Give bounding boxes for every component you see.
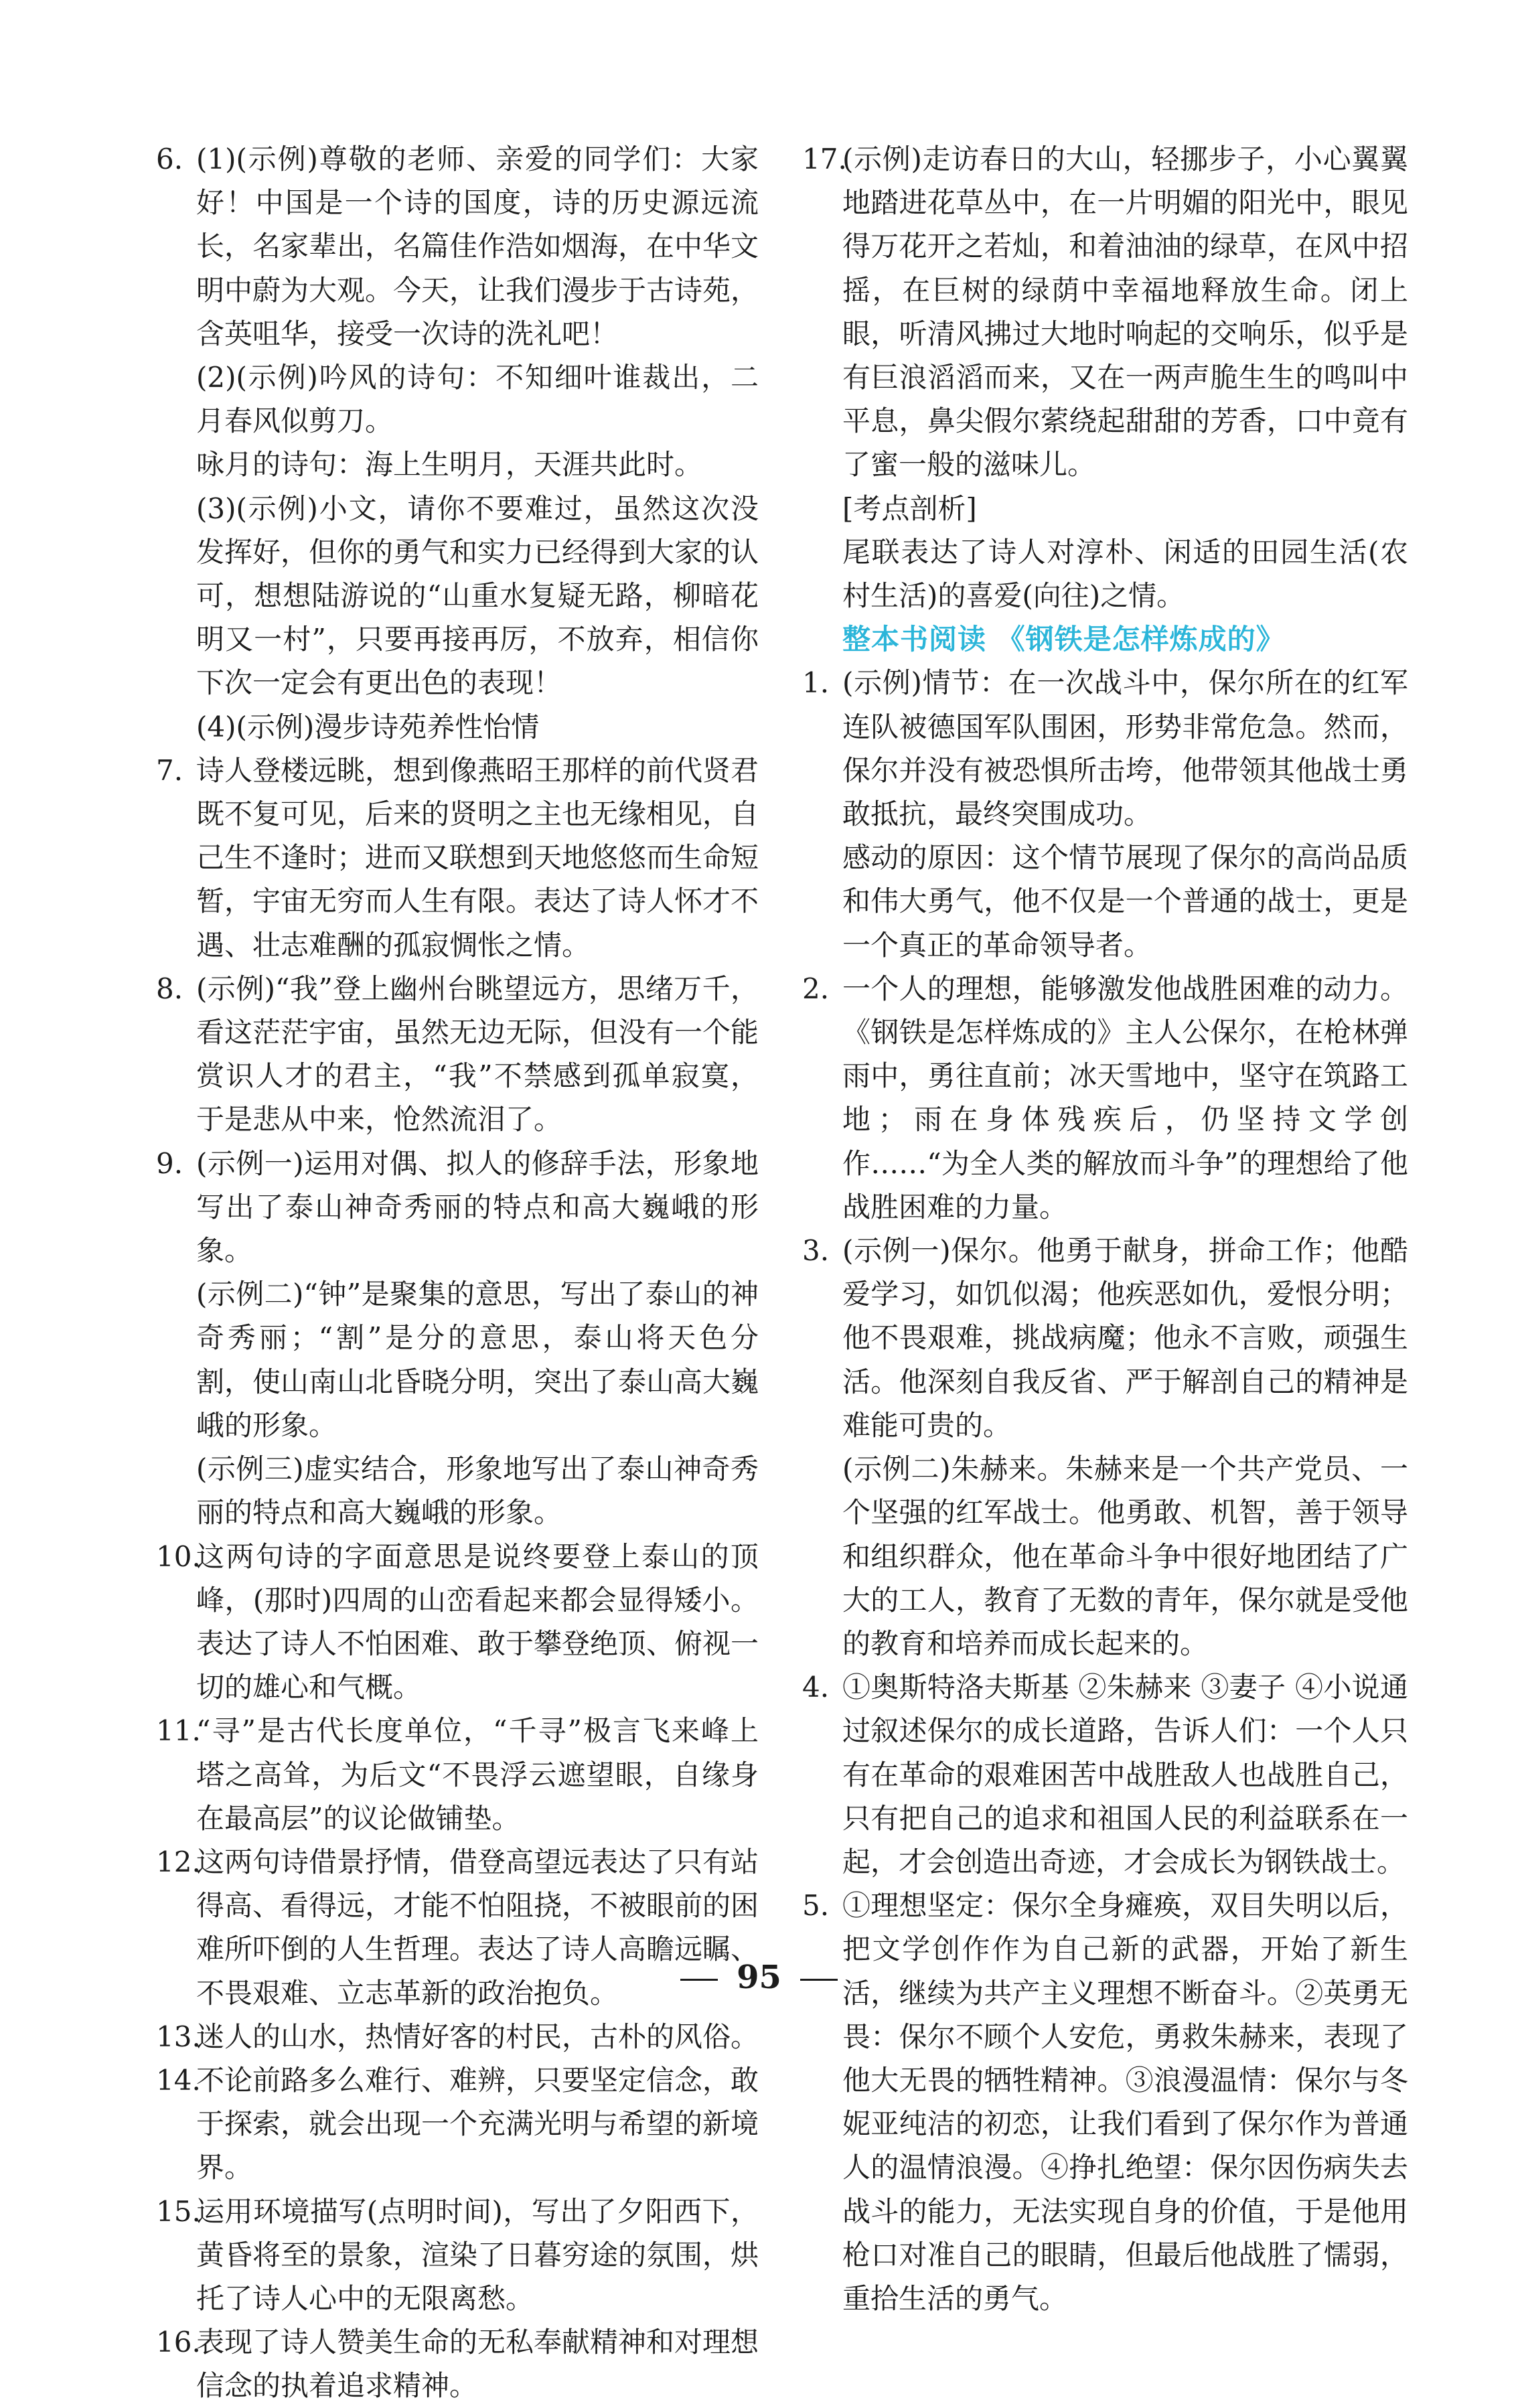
item-number: 15.: [156, 2194, 201, 2228]
answer-item-13: [156, 2015, 759, 2058]
answer-item-15: [156, 2190, 759, 2321]
item-number: 4.: [802, 1671, 830, 1704]
item-paragraph: (2)(示例)吟风的诗句：不知细叶谁裁出，二月春风似剪刀。: [196, 361, 759, 438]
item-paragraph: (示例)“我”登上幽州台眺望远方，思绪万千，看这茫茫宇宙，虽然无边无际，但没有一个能赏识人才的君主，“我”不禁感到孤单寂寞，于是悲从中来，怆然流泪了。: [196, 972, 759, 1136]
item-paragraph: (示例)情节：在一次战斗中，保尔所在的红军连队被德国军队围困，形势非常危急。然而，保尔并没有被恐惧所击垮，他带领其他战士勇敢抵抗，最终突围成功。: [842, 666, 1408, 831]
item-paragraph: 这两句诗借景抒情，借登高望远表达了只有站得高、看得远，才能不怕阻挠，不被眼前的困难所吓倒的人生哲理。表达了诗人高瞻远瞩、不畏艰难、立志革新的政治抱负。: [196, 1845, 759, 2010]
answer-item-11: [156, 1709, 759, 1840]
item-number: 13.: [156, 2020, 201, 2053]
answer-item-10: [156, 1535, 759, 1710]
item-paragraph: (示例二)“钟”是聚集的意思，写出了泰山的神奇秀丽；“割”是分的意思，泰山将天色分割，使山南山北昏晓分明，突出了泰山高大巍峨的形象。: [196, 1278, 759, 1442]
answer-item-9: [156, 1142, 759, 1535]
section-title: 整本书阅读 《钢铁是怎样炼成的》: [842, 623, 1285, 656]
item-paragraph: 感动的原因：这个情节展现了保尔的高尚品质和伟大勇气，他不仅是一个普通的战士，更是一个真正的革命领导者。: [842, 841, 1408, 962]
answer-item-16: [156, 2320, 759, 2407]
item-paragraph: 表现了诗人赞美生命的无私奉献精神和对理想信念的执着追求精神。: [196, 2326, 759, 2403]
item-number: 14.: [156, 2063, 201, 2097]
item-paragraph: (4)(示例)漫步诗苑养性怡情: [196, 710, 540, 743]
item-paragraph: (示例二)朱赫来。朱赫来是一个共产党员、一个坚强的红军战士。他勇敢、机智，善于领导和组织群众，他在革命斗争中很好地团结了广大的工人，教育了无数的青年，保尔就是受他的教育和培养而成长起来的。: [842, 1452, 1408, 1660]
analysis-text: 尾联表达了诗人对淳朴、闲适的田园生活(农村生活)的喜爱(向往)之情。: [842, 535, 1408, 613]
item-paragraph: 诗人登楼远眺，想到像燕昭王那样的前代贤君既不复可见，后来的贤明之主也无缘相见，自己生不逢时；进而又联想到天地悠悠而生命短暂，宇宙无穷而人生有限。表达了诗人怀才不遇、壮志难酬的孤寂惆怅之情。: [196, 753, 759, 962]
left-column: [156, 137, 759, 2408]
page-number: 95: [0, 1959, 1518, 1996]
item-paragraph: (示例三)虚实结合，形象地写出了泰山神奇秀丽的特点和高大巍峨的形象。: [196, 1452, 759, 1529]
item-number: 9.: [156, 1146, 183, 1180]
reading-item-5: [802, 1884, 1408, 2320]
item-number: 8.: [156, 972, 183, 1005]
item-number: 17.: [802, 143, 847, 175]
answer-item-7: [156, 749, 759, 967]
answer-item-8: [156, 967, 759, 1142]
item-paragraph: (1)(示例)尊敬的老师、亲爱的同学们：大家好！中国是一个诗的国度，诗的历史源远流长，名家辈出，名篇佳作浩如烟海，在中华文明中蔚为大观。今天，让我们漫步于古诗苑，含英咀华，接受一次诗的洗礼吧！: [196, 143, 759, 350]
item-paragraph: “寻”是古代长度单位，“千寻”极言飞来峰上塔之高耸，为后文“不畏浮云遮望眼，自缘身在最高层”的议论做铺垫。: [196, 1714, 759, 1835]
reading-item-1: [802, 661, 1408, 966]
item-number: 7.: [156, 753, 183, 787]
item-paragraph: 这两句诗的字面意思是说终要登上泰山的顶峰，(那时)四周的山峦看起来都会显得矮小。表达了诗人不怕困难、敢于攀登绝顶、俯视一切的雄心和气概。: [196, 1539, 759, 1704]
item-paragraph: 不论前路多么难行、难辨，只要坚定信念，敢于探索，就会出现一个充满光明与希望的新境界。: [196, 2063, 759, 2184]
answer-item-14: [156, 2058, 759, 2190]
item-paragraph: (示例一)运用对偶、拟人的修辞手法，形象地写出了泰山神奇秀丽的特点和高大巍峨的形象。: [196, 1146, 759, 1268]
item-number: 1.: [802, 666, 830, 700]
item-number: 3.: [802, 1234, 830, 1268]
item-number: 16.: [156, 2326, 201, 2359]
item-paragraph: 迷人的山水，热情好客的村民，古朴的风俗。: [196, 2020, 759, 2053]
item-paragraph: (示例一)保尔。他勇于献身，拼命工作；他酷爱学习，如饥似渴；他疾恶如仇，爱恨分明；他不畏艰难，挑战病魔；他永不言败，顽强生活。他深刻自我反省、严于解剖自己的精神是难能可贵的。: [842, 1234, 1408, 1442]
analysis-tag: [考点剖析]: [842, 492, 977, 525]
page-number-dash-left: [680, 1979, 718, 1981]
reading-item-4: [802, 1665, 1408, 1884]
item-number: 12.: [156, 1845, 201, 1878]
item-paragraph: ①理想坚定：保尔全身瘫痪，双目失明以后，把文学创作作为自己新的武器，开始了新生活，继续为共产主义理想不断奋斗。②英勇无畏：保尔不顾个人安危，勇救朱赫来，表现了他大无畏的牺牲精神。③浪漫温情：保尔与冬妮亚纯洁的初恋，让我们看到了保尔作为普通人的温情浪漫。④挣扎绝望：保尔因伤病失去战斗的能力，无法实现自身的价值，于是他用枪口对准自己的眼睛，但最后他战胜了懦弱，重拾生活的勇气。: [842, 1889, 1408, 2315]
item-number: 10.: [156, 1539, 201, 1573]
reading-item-3: [802, 1229, 1408, 1665]
item-paragraph: 运用环境描写(点明时间)，写出了夕阳西下，黄昏将至的景象，渲染了日暮穷途的氛围，烘托了诗人心中的无限离愁。: [196, 2194, 759, 2315]
item-paragraph: 一个人的理想，能够激发他战胜困难的动力。《钢铁是怎样炼成的》主人公保尔，在枪林弹雨中，勇往直前；冰天雪地中，坚守在筑路工地；雨在身体残疾后，仍坚持文学创作……“为全人类的解放而斗争”的理想给了他战胜困难的力量。: [842, 972, 1408, 1223]
item-paragraph: (3)(示例)小文，请你不要难过，虽然这次没发挥好，但你的勇气和实力已经得到大家的认可，想想陆游说的“山重水复疑无路，柳暗花明又一村”，只要再接再厉，不放弃，相信你下次一定会有更出色的表现！: [196, 492, 759, 700]
item-number: 6.: [156, 143, 183, 175]
item-paragraph: 咏月的诗句：海上生明月，天涯共此时。: [196, 448, 703, 481]
answer-item-17: [802, 137, 1408, 487]
item-number: 5.: [802, 1889, 830, 1923]
right-items: [802, 661, 1408, 2320]
item-number: 11.: [156, 1714, 201, 1748]
answer-item-6: [156, 137, 759, 749]
item-number: 2.: [802, 972, 830, 1005]
item-paragraph: ①奥斯特洛夫斯基 ②朱赫来 ③妻子 ④小说通过叙述保尔的成长道路，告诉人们：一个人只有在革命的艰难困苦中战胜敌人也战胜自己，只有把自己的追求和祖国人民的利益联系在一起，才会创造出奇迹，才会成长为钢铁战士。: [842, 1671, 1408, 1878]
item-text: (示例)走访春日的大山，轻挪步子，小心翼翼地踏进花草丛中，在一片明媚的阳光中，眼见得万花开之若灿，和着油油的绿草，在风中招摇，在巨树的绿荫中幸福地释放生命。闭上眼，听清风拂过大地时响起的交响乐，似乎是有巨浪滔滔而来，又在一两声脆生生的鸣叫中平息，鼻尖假尔萦绕起甜甜的芳香，口中竟有了蜜一般的滋味儿。: [842, 143, 1408, 481]
page-number-dash-right: [800, 1979, 838, 1981]
reading-item-2: [802, 967, 1408, 1229]
